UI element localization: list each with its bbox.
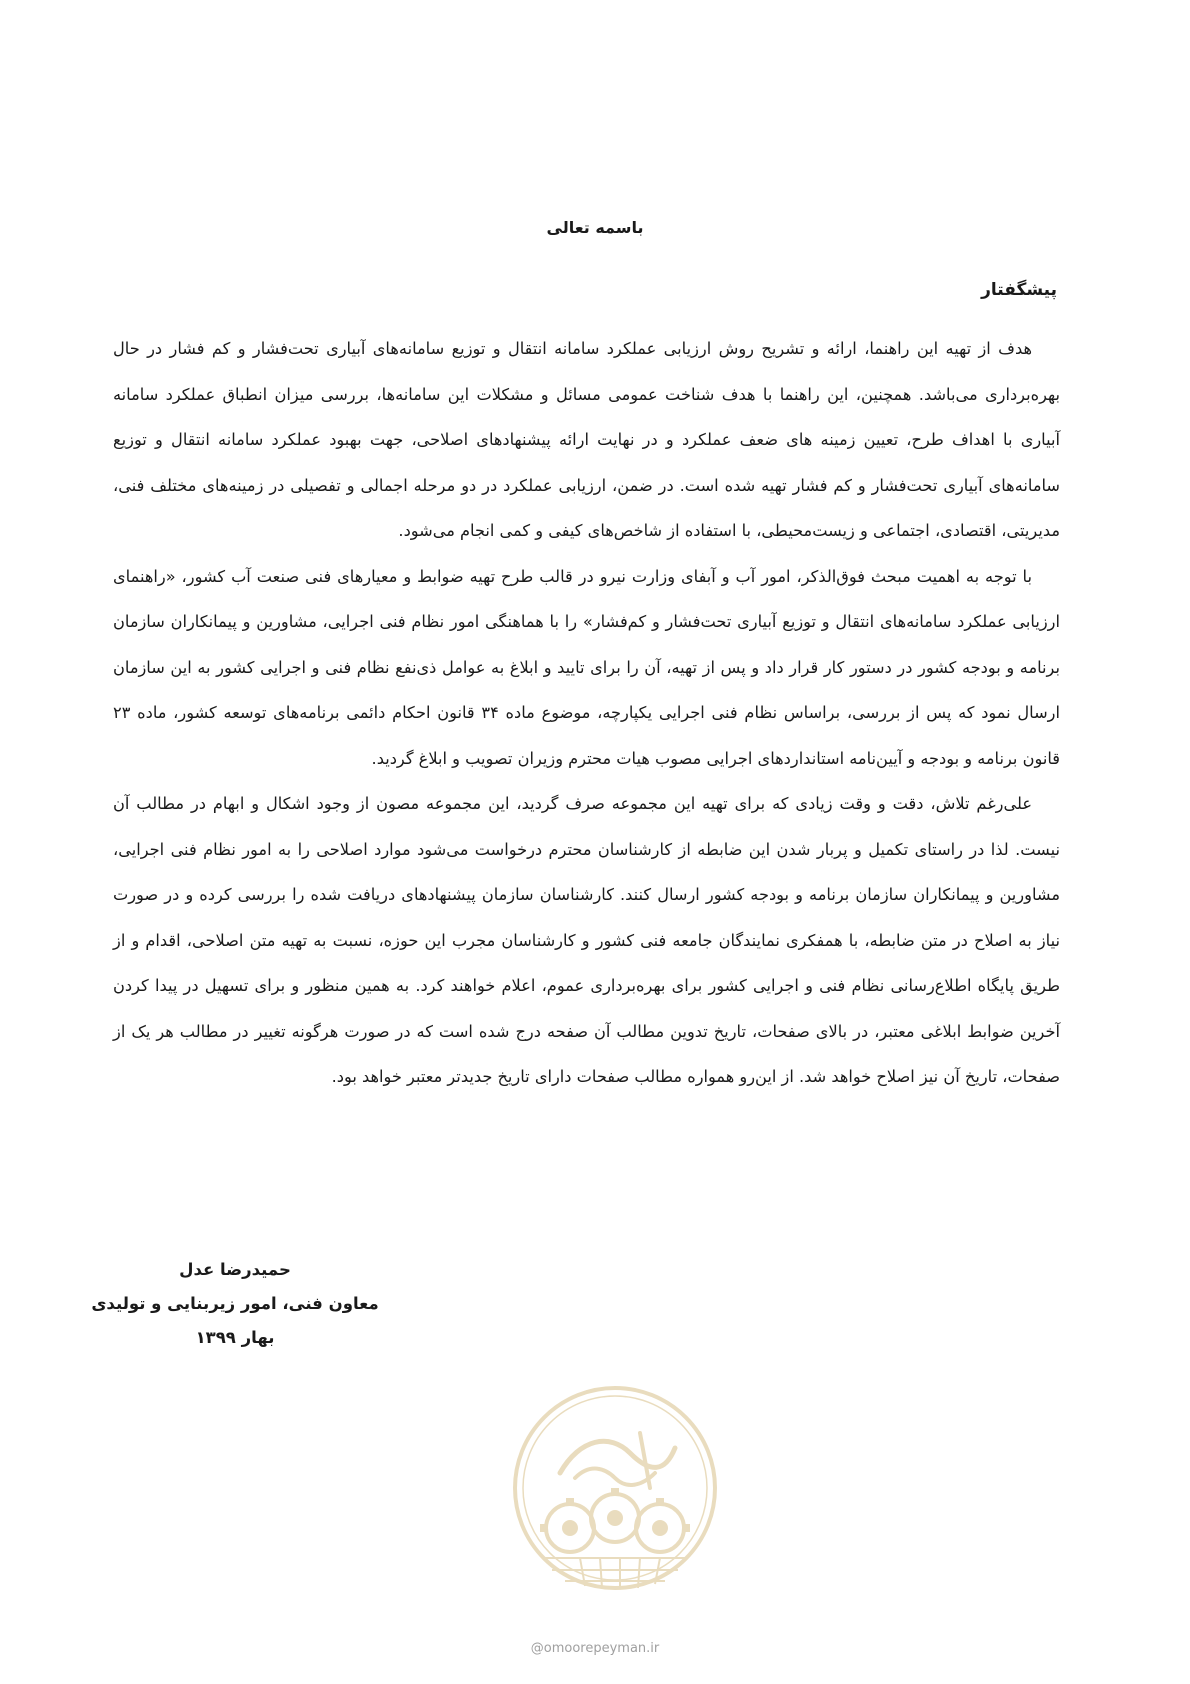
signatory-position: معاون فنی، امور زیربنایی و تولیدی bbox=[91, 1294, 379, 1313]
invocation-heading: باسمه تعالی bbox=[546, 218, 644, 237]
signatory-name: حمیدرضا عدل bbox=[179, 1260, 291, 1279]
paragraph-background: با توجه به اهمیت مبحث فوق‌الذکر، امور آب و آبفای وزارت نیرو در قالب طرح تهیه ضوابط و معیارهای فنی صنعت آب کشور، «راهنمای ارزیابی عملکرد سامانه‌های انتقال و توزیع آبیاری تحت‌فشار و کم‌فشار» را با هماهنگی امور نظام فنی اجرایی، مشاورین و پیمانکاران سازمان برنامه و بودجه کشور در دستور کار قرار داد و پس از تهیه، آن را برای تایید و ابلاغ به عوامل ذی‌نفع نظام فنی و اجرایی کشور به این سازمان ارسال نمود که پس از بررسی، براساس نظام فنی اجرایی یکپارچه، موضوع ماده ۳۴ قانون احکام دائمی برنامه‌های توسعه کشور، ماده ۲۳ قانون برنامه و بودجه و آیین‌نامه استانداردهای اجرایی مصوب هیات محترم وزیران تصویب و ابلاغ گردید. bbox=[113, 566, 1060, 768]
paragraph-feedback: علی‌رغم تلاش، دقت و وقت زیادی که برای تهیه این مجموعه صرف گردید، این مجموعه مصون از وجود اشکال و ابهام در مطالب آن نیست. لذا در راستای تکمیل و پربار شدن این ضابطه از کارشناسان محترم درخواست می‌شود موارد اصلاحی را به امور نظام فنی اجرایی، مشاورین و پیمانکاران سازمان برنامه و بودجه کشور ارسال کنند. کارشناسان سازمان پیشنهادهای دریافت شده را بررسی کرده و در صورت نیاز به اصلاح در متن ضابطه، با همفکری نمایندگان جامعه فنی کشور و کارشناسان مجرب این حوزه، نسبت به تهیه متن اصلاحی، اقدام و از طریق پایگاه اطلاع‌رسانی نظام فنی و اجرایی کشور برای بهره‌برداری عموم، اعلام خواهند کرد. به همین منظور و برای تسهیل در پیدا کردن آخرین ضوابط ابلاغی معتبر، در بالای صفحات، تاریخ تدوین مطالب آن صفحه درج شده است که در صورت هرگونه تغییر در مطالب هر یک از صفحات، تاریخ آن نیز اصلاح خواهد شد. از این‌رو همواره مطالب صفحات دارای تاریخ جدیدتر معتبر خواهد بود. bbox=[113, 794, 1060, 1086]
paragraph-purpose: هدف از تهیه این راهنما، ارائه و تشریح روش ارزیابی عملکرد سامانه انتقال و توزیع سامانه‌های آبیاری تحت‌فشار و کم فشار در حال بهره‌برداری می‌باشد. همچنین، این راهنما با هدف شناخت عمومی مسائل و مشکلات این سامانه‌ها، بررسی میزان انطباق عملکرد سامانه آبیاری با اهداف طرح، تعیین زمینه های ضعف عملکرد و در نهایت ارائه پیشنهادهای اصلاحی، جهت بهبود عملکرد سامانه انتقال و توزیع سامانه‌های آبیاری تحت‌فشار و کم فشار تهیه شده است. در ضمن، ارزیابی عملکرد در دو مرحله اجمالی و تفصیلی در زمینه‌های مختلف فنی، مدیریتی، اقتصادی، اجتماعی و زیست‌محیطی، با استفاده از شاخص‌های کیفی و کمی انجام می‌شود. bbox=[113, 339, 1060, 540]
body-text bbox=[113, 326, 1060, 1100]
section-title: پیشگفتار bbox=[981, 280, 1057, 300]
signature-block bbox=[90, 1253, 380, 1355]
signature-date: بهار ۱۳۹۹ bbox=[195, 1328, 275, 1347]
watermark-seal-icon bbox=[490, 1378, 740, 1628]
watermark-url: @omoorepeyman.ir bbox=[530, 1641, 660, 1656]
